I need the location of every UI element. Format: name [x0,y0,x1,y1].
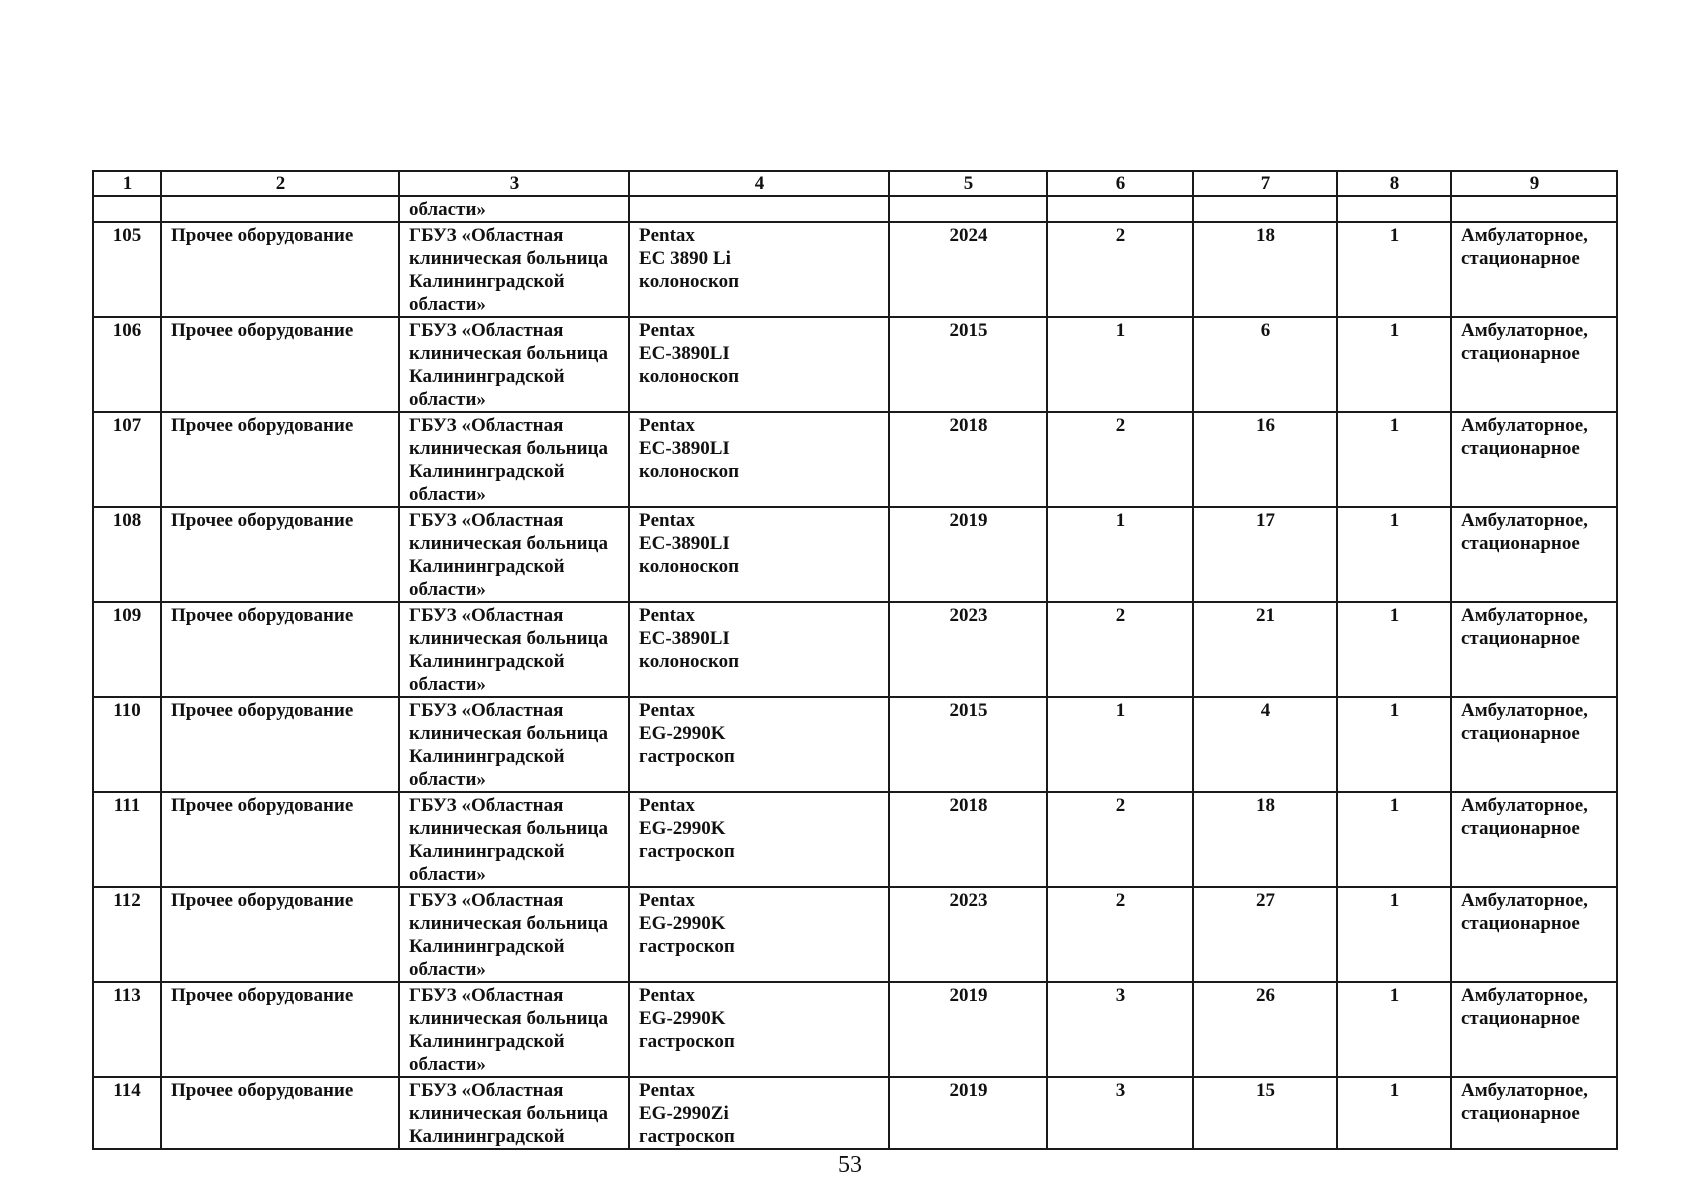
model-line: колоноскоп [639,271,740,292]
table-row [93,697,1617,792]
column-number-2: 2 [161,171,399,196]
model-line: колоноскоп [639,651,740,672]
column-6-cell: 1 [1047,697,1193,792]
column-8-cell: 1 [1337,317,1451,412]
model-line: Pentax [639,415,695,436]
organization-line: Калининградской [409,1126,565,1147]
care-type-cell [1451,792,1617,887]
continuation-cell-9 [1451,196,1617,222]
model-line: колоноскоп [639,556,740,577]
continuation-cell-7 [1193,196,1337,222]
organization-cell [399,982,629,1077]
organization-line: ГБУЗ «Областная [409,415,564,436]
organization-line: клиническая больница [409,343,608,364]
column-number-row [93,171,1617,196]
organization-cell [399,1077,629,1149]
column-number-4: 4 [629,171,889,196]
column-7-cell: 15 [1193,1077,1337,1149]
care-type-line: Амбулаторное, [1461,605,1588,626]
care-type-cell [1451,317,1617,412]
year-cell: 2015 [889,317,1047,412]
care-type-line: Амбулаторное, [1461,890,1588,911]
care-type-line: стационарное [1461,628,1580,649]
equipment-type-cell: Прочее оборудование [161,982,399,1077]
model-line: EG-2990Zi [639,1103,729,1124]
equipment-type-cell: Прочее оборудование [161,602,399,697]
model-cell [629,602,889,697]
year-cell: 2023 [889,602,1047,697]
column-number-9: 9 [1451,171,1617,196]
organization-line: Калининградской [409,746,565,767]
row-number-cell: 108 [93,507,161,602]
table-row [93,507,1617,602]
organization-cell [399,412,629,507]
organization-line: Калининградской [409,366,565,387]
care-type-cell [1451,222,1617,317]
organization-line: Калининградской [409,1031,565,1052]
model-cell [629,887,889,982]
model-cell [629,317,889,412]
row-number-cell: 105 [93,222,161,317]
model-line: Pentax [639,225,695,246]
year-cell: 2018 [889,412,1047,507]
organization-line: области» [409,959,486,980]
continuation-cell-1 [93,196,161,222]
column-6-cell: 2 [1047,412,1193,507]
model-line: EG-2990K [639,723,726,744]
continuation-cell-2 [161,196,399,222]
column-7-cell: 6 [1193,317,1337,412]
organization-line: Калининградской [409,841,565,862]
care-type-cell [1451,1077,1617,1149]
organization-line: области» [409,484,486,505]
care-type-line: стационарное [1461,438,1580,459]
column-8-cell: 1 [1337,697,1451,792]
year-cell: 2023 [889,887,1047,982]
organization-line: ГБУЗ «Областная [409,225,564,246]
equipment-type-cell: Прочее оборудование [161,317,399,412]
model-line: EC 3890 Li [639,248,731,269]
organization-line: области» [409,389,486,410]
care-type-line: Амбулаторное, [1461,1080,1588,1101]
column-number-6: 6 [1047,171,1193,196]
organization-line: Калининградской [409,461,565,482]
care-type-line: Амбулаторное, [1461,510,1588,531]
model-cell [629,507,889,602]
model-line: EG-2990K [639,1008,726,1029]
model-cell [629,412,889,507]
row-number-cell: 111 [93,792,161,887]
continuation-cell-8 [1337,196,1451,222]
care-type-line: Амбулаторное, [1461,415,1588,436]
model-line: EG-2990K [639,913,726,934]
row-number-cell: 109 [93,602,161,697]
table-row [93,222,1617,317]
organization-line: клиническая больница [409,723,608,744]
care-type-cell [1451,412,1617,507]
care-type-line: стационарное [1461,818,1580,839]
equipment-type-cell: Прочее оборудование [161,507,399,602]
model-line: гастроскоп [639,936,735,957]
care-type-line: стационарное [1461,533,1580,554]
organization-line: клиническая больница [409,248,608,269]
equipment-type-cell: Прочее оборудование [161,222,399,317]
column-6-cell: 2 [1047,887,1193,982]
care-type-line: стационарное [1461,723,1580,744]
model-cell [629,697,889,792]
table-row [93,317,1617,412]
continuation-cell-6 [1047,196,1193,222]
column-number-5: 5 [889,171,1047,196]
model-line: гастроскоп [639,841,735,862]
organization-line: ГБУЗ «Областная [409,1080,564,1101]
care-type-line: Амбулаторное, [1461,225,1588,246]
year-cell: 2024 [889,222,1047,317]
model-cell [629,982,889,1077]
column-7-cell: 16 [1193,412,1337,507]
year-cell: 2015 [889,697,1047,792]
organization-line: ГБУЗ «Областная [409,795,564,816]
model-line: гастроскоп [639,1031,735,1052]
continuation-cell-5 [889,196,1047,222]
column-8-cell: 1 [1337,602,1451,697]
organization-cell [399,792,629,887]
column-8-cell: 1 [1337,507,1451,602]
row-number-cell: 107 [93,412,161,507]
model-cell [629,222,889,317]
model-line: Pentax [639,605,695,626]
organization-line: клиническая больница [409,913,608,934]
column-8-cell: 1 [1337,792,1451,887]
organization-line: Калининградской [409,936,565,957]
equipment-type-cell: Прочее оборудование [161,412,399,507]
model-line: EG-2990K [639,818,726,839]
year-cell: 2019 [889,982,1047,1077]
column-6-cell: 1 [1047,507,1193,602]
model-line: Pentax [639,1080,695,1101]
model-line: Pentax [639,795,695,816]
column-8-cell: 1 [1337,412,1451,507]
organization-cell [399,507,629,602]
model-line: Pentax [639,985,695,1006]
column-7-cell: 4 [1193,697,1337,792]
column-6-cell: 2 [1047,792,1193,887]
care-type-cell [1451,982,1617,1077]
care-type-cell [1451,887,1617,982]
model-cell [629,1077,889,1149]
continuation-cell-3: области» [399,196,629,222]
year-cell: 2019 [889,507,1047,602]
care-type-line: стационарное [1461,248,1580,269]
organization-cell [399,602,629,697]
care-type-line: стационарное [1461,1008,1580,1029]
organization-line: клиническая больница [409,818,608,839]
organization-line: ГБУЗ «Областная [409,605,564,626]
organization-line: области» [409,579,486,600]
equipment-type-cell: Прочее оборудование [161,792,399,887]
organization-line: клиническая больница [409,1103,608,1124]
equipment-type-cell: Прочее оборудование [161,697,399,792]
table-row [93,887,1617,982]
column-7-cell: 27 [1193,887,1337,982]
row-number-cell: 106 [93,317,161,412]
equipment-type-cell: Прочее оборудование [161,887,399,982]
organization-line: области» [409,674,486,695]
column-6-cell: 3 [1047,1077,1193,1149]
continuation-row [93,196,1617,222]
column-8-cell: 1 [1337,982,1451,1077]
column-8-cell: 1 [1337,1077,1451,1149]
care-type-line: стационарное [1461,343,1580,364]
model-line: колоноскоп [639,461,740,482]
equipment-type-cell: Прочее оборудование [161,1077,399,1149]
care-type-line: стационарное [1461,1103,1580,1124]
column-8-cell: 1 [1337,222,1451,317]
model-cell [629,792,889,887]
column-number-1: 1 [93,171,161,196]
organization-line: ГБУЗ «Областная [409,510,564,531]
column-6-cell: 2 [1047,602,1193,697]
care-type-cell [1451,602,1617,697]
model-line: EC-3890LI [639,438,730,459]
table-body [93,171,1617,1149]
row-number-cell: 114 [93,1077,161,1149]
column-6-cell: 1 [1047,317,1193,412]
model-line: гастроскоп [639,1126,735,1147]
row-number-cell: 110 [93,697,161,792]
organization-line: ГБУЗ «Областная [409,890,564,911]
model-line: Pentax [639,510,695,531]
organization-cell [399,697,629,792]
column-number-8: 8 [1337,171,1451,196]
care-type-line: стационарное [1461,913,1580,934]
page-number: 53 [838,1152,862,1178]
column-number-7: 7 [1193,171,1337,196]
organization-line: ГБУЗ «Областная [409,985,564,1006]
row-number-cell: 112 [93,887,161,982]
model-line: Pentax [639,890,695,911]
model-line: гастроскоп [639,746,735,767]
organization-line: области» [409,1054,486,1075]
column-7-cell: 26 [1193,982,1337,1077]
year-cell: 2018 [889,792,1047,887]
model-line: Pentax [639,320,695,341]
model-line: колоноскоп [639,366,740,387]
organization-line: клиническая больница [409,533,608,554]
organization-line: клиническая больница [409,628,608,649]
table-row [93,602,1617,697]
organization-cell [399,317,629,412]
equipment-table [92,170,1618,1150]
table-row [93,982,1617,1077]
column-7-cell: 17 [1193,507,1337,602]
table-row [93,1077,1617,1149]
model-line: EC-3890LI [639,533,730,554]
organization-cell [399,887,629,982]
column-6-cell: 2 [1047,222,1193,317]
column-7-cell: 18 [1193,222,1337,317]
continuation-cell-4 [629,196,889,222]
column-8-cell: 1 [1337,887,1451,982]
table-row [93,412,1617,507]
organization-line: области» [409,294,486,315]
care-type-line: Амбулаторное, [1461,700,1588,721]
organization-line: области» [409,769,486,790]
column-number-3: 3 [399,171,629,196]
organization-cell [399,222,629,317]
column-7-cell: 18 [1193,792,1337,887]
organization-line: ГБУЗ «Областная [409,320,564,341]
organization-line: области» [409,864,486,885]
column-6-cell: 3 [1047,982,1193,1077]
year-cell: 2019 [889,1077,1047,1149]
column-7-cell: 21 [1193,602,1337,697]
care-type-cell [1451,697,1617,792]
organization-line: ГБУЗ «Областная [409,700,564,721]
care-type-line: Амбулаторное, [1461,795,1588,816]
table-row [93,792,1617,887]
model-line: EC-3890LI [639,628,730,649]
model-line: Pentax [639,700,695,721]
organization-line: Калининградской [409,271,565,292]
organization-line: клиническая больница [409,1008,608,1029]
row-number-cell: 113 [93,982,161,1077]
care-type-line: Амбулаторное, [1461,985,1588,1006]
care-type-cell [1451,507,1617,602]
organization-line: клиническая больница [409,438,608,459]
organization-line: Калининградской [409,556,565,577]
organization-line: Калининградской [409,651,565,672]
model-line: EC-3890LI [639,343,730,364]
care-type-line: Амбулаторное, [1461,320,1588,341]
